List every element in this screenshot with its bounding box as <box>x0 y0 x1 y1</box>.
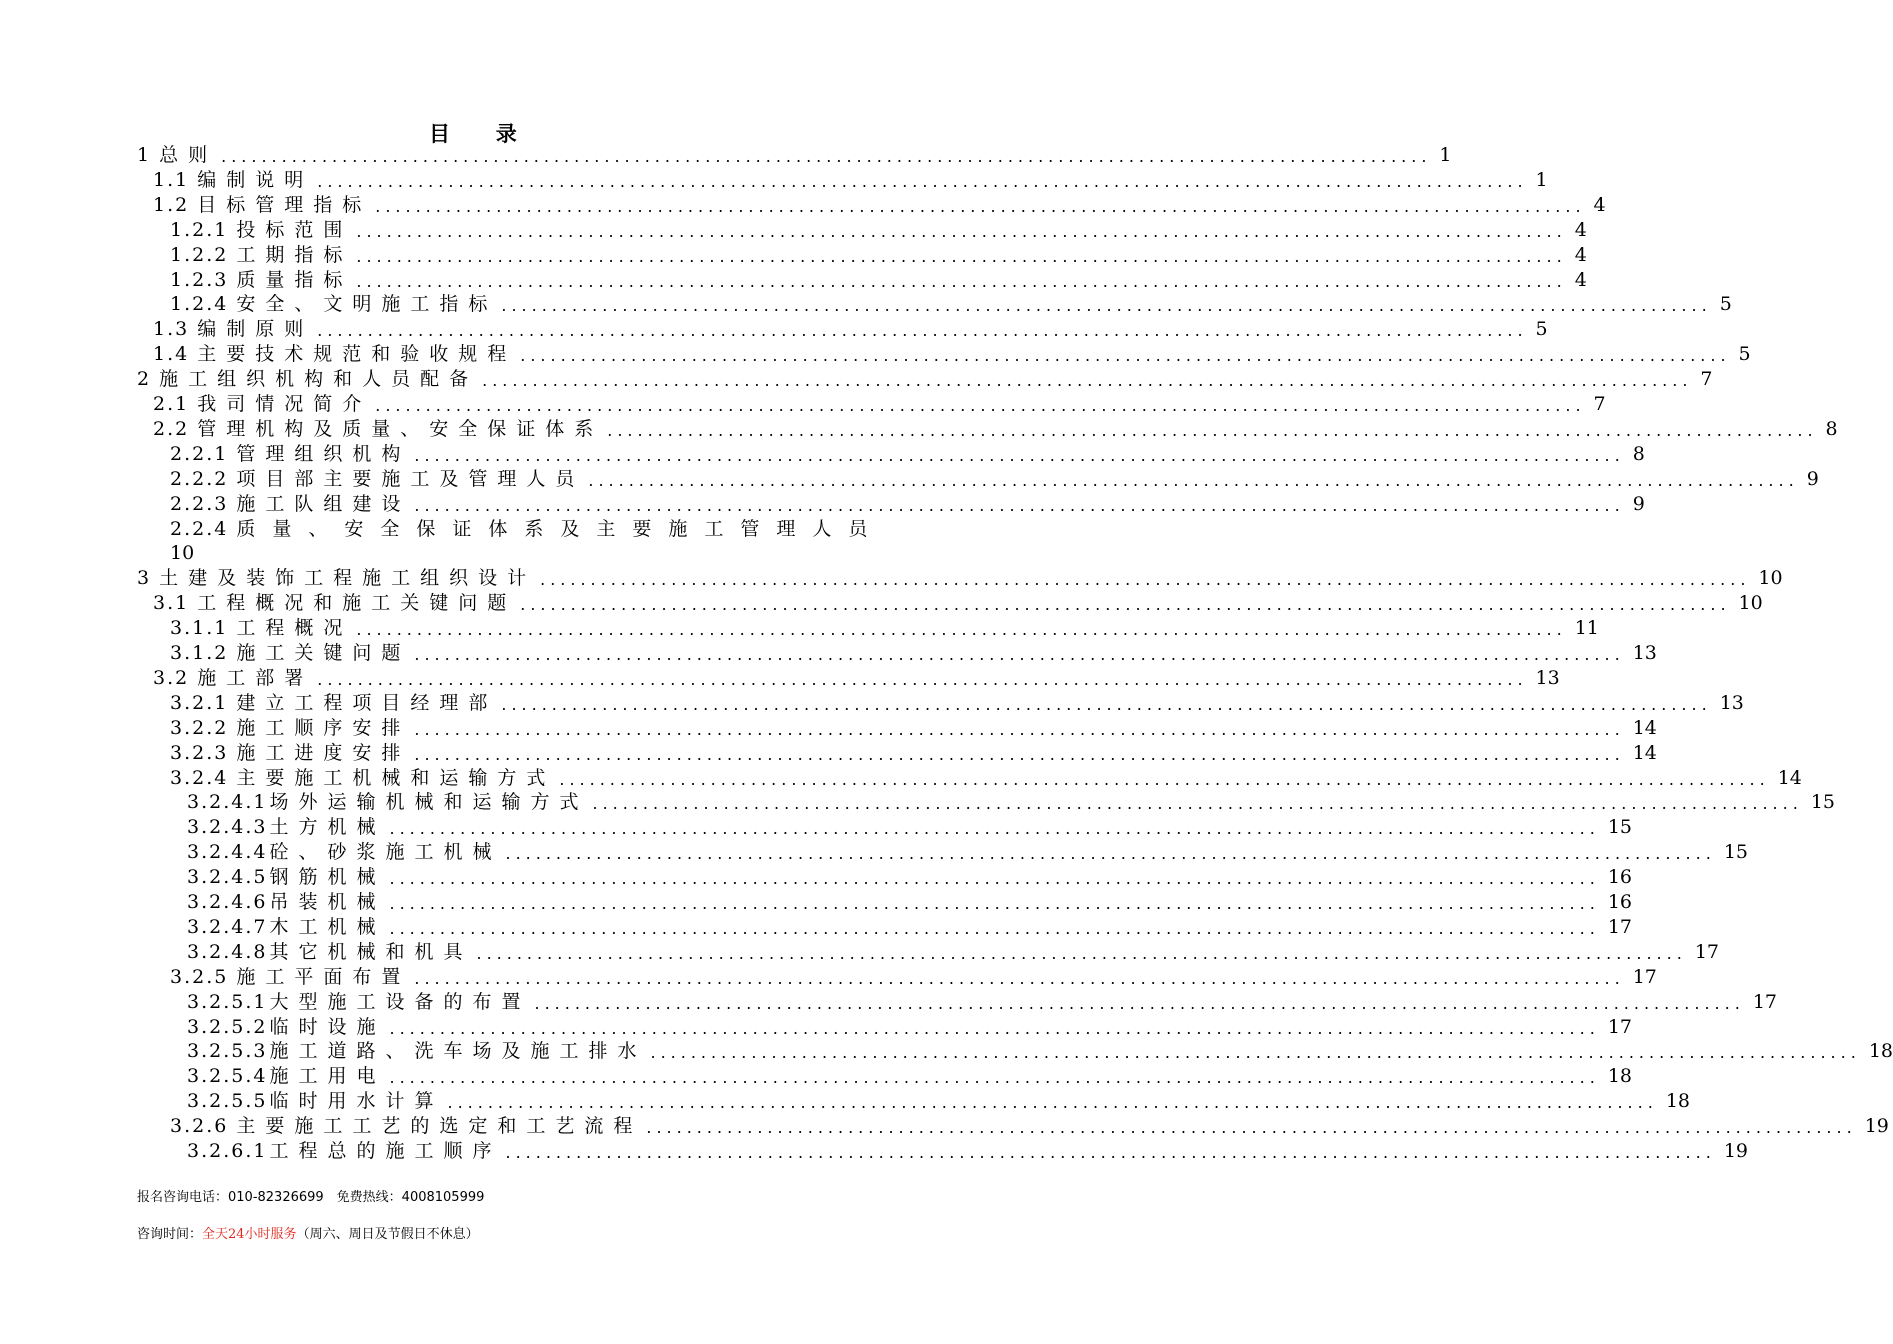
toc-entry-label: 管理机构及质量、安全保证体系 <box>197 417 604 440</box>
toc-entry-page: 8 <box>1632 442 1645 465</box>
toc-entry[interactable] <box>137 566 1783 591</box>
toc-entry-label: 砼、砂浆施工机械 <box>269 841 502 864</box>
toc-leader-dots: ........................................................................................................................ <box>505 844 1716 864</box>
toc-entry-label: 场外运输机械和运输方式 <box>269 791 589 814</box>
toc-entry-number: 3.2.5.4 <box>187 1065 268 1088</box>
toc-entry[interactable] <box>187 1089 1690 1114</box>
toc-entry-label: 目标管理指标 <box>197 193 372 216</box>
toc-entry-label: 主要施工机械和运输方式 <box>236 766 556 789</box>
toc-entry[interactable] <box>187 840 1748 865</box>
toc-entry-label: 管理组织机构 <box>236 442 411 465</box>
toc-entry-number: 3.1 <box>153 592 190 615</box>
toc-entry-label: 施工组织机构和人员配备 <box>159 368 479 391</box>
toc-entry-number: 3.2.3 <box>170 741 229 764</box>
toc-entry[interactable] <box>170 292 1732 317</box>
toc-entry-number: 3.2 <box>153 666 190 689</box>
toc-entry-page: 15 <box>1810 791 1835 814</box>
toc-entry-number: 2 <box>137 368 152 391</box>
toc-entry[interactable] <box>170 965 1657 990</box>
toc-entry[interactable] <box>187 815 1632 840</box>
toc-entry-page: 18 <box>1607 1065 1632 1088</box>
toc-entry-page: 17 <box>1607 915 1632 938</box>
toc-entry-page: 4 <box>1574 268 1587 291</box>
toc-entry-label: 施工顺序安排 <box>236 716 411 739</box>
toc-entry[interactable] <box>187 940 1719 965</box>
toc-entry-page: 16 <box>1607 866 1632 889</box>
footer-hours-label: 咨询时间： <box>137 1227 203 1242</box>
footer-hours <box>137 1223 479 1242</box>
toc-leader-dots: ........................................................................................................................ <box>389 1068 1600 1088</box>
toc-entry-page: 15 <box>1723 841 1748 864</box>
toc-entry[interactable] <box>153 417 1838 442</box>
toc-entry-number: 3.2.4.6 <box>187 891 268 913</box>
toc-entry-label: 投标范围 <box>236 218 353 241</box>
toc-leader-dots: ........................................................................................................................ <box>482 371 1693 391</box>
toc-entry-label: 施工用电 <box>269 1065 386 1088</box>
toc-entry-number: 3.2.4.8 <box>187 940 268 963</box>
toc-entry-page: 17 <box>1752 990 1777 1013</box>
toc-leader-dots: ........................................................................................................................ <box>317 669 1528 689</box>
toc-entry-label: 木工机械 <box>269 915 386 938</box>
toc-entry-page: 17 <box>1694 940 1719 963</box>
toc-entry-number: 1.1 <box>153 168 190 191</box>
toc-entry-number: 3.2.4.7 <box>187 915 268 938</box>
toc-entry-page: 10 <box>1738 592 1763 615</box>
toc-entry[interactable] <box>170 268 1587 293</box>
toc-leader-dots: ........................................................................................................................ <box>505 1143 1716 1162</box>
toc-leader-dots: ........................................................................................................................ <box>414 968 1625 988</box>
toc-entry[interactable] <box>187 1015 1632 1040</box>
toc-entry-label: 主要施工工艺的选定和工艺流程 <box>236 1115 643 1138</box>
toc-entry-number: 3.1.1 <box>170 617 229 640</box>
toc-entry-number: 3.2.5 <box>170 965 229 988</box>
toc-entry-page: 18 <box>1665 1090 1690 1113</box>
toc-entry-page: 10 <box>1758 567 1783 590</box>
toc-title: 目 录 <box>429 122 521 146</box>
toc-leader-dots: ........................................................................................................................ <box>540 570 1751 590</box>
toc-entry[interactable] <box>153 392 1606 417</box>
toc-entry[interactable] <box>153 193 1606 218</box>
toc-entry-label: 施工部署 <box>197 666 314 689</box>
toc-entry-page: 4 <box>1574 243 1587 266</box>
toc-entry-number: 2.2 <box>153 417 190 440</box>
toc-leader-dots: ........................................................................................................................ <box>520 346 1731 366</box>
toc-leader-dots: ........................................................................................................................ <box>389 869 1600 889</box>
toc-entry-label: 建立工程项目经理部 <box>236 691 498 714</box>
toc-entry[interactable] <box>153 342 1751 367</box>
toc-leader-dots: ........................................................................................................................ <box>414 744 1625 764</box>
toc-entry[interactable] <box>187 1139 1748 1164</box>
toc-entry[interactable] <box>170 641 1657 666</box>
toc-entry[interactable] <box>187 890 1632 915</box>
toc-entry-number: 1.2.3 <box>170 268 229 291</box>
toc-leader-dots: ........................................................................................................................ <box>317 171 1528 191</box>
toc-entry[interactable] <box>170 616 1599 641</box>
toc-entry-label: 编制说明 <box>197 168 314 191</box>
toc-entry-page: 4 <box>1574 218 1587 241</box>
toc-entry-label: 其它机械和机具 <box>269 940 473 963</box>
toc-entry-number: 3.2.4.1 <box>187 791 268 814</box>
toc-entry-number: 3.2.2 <box>170 716 229 739</box>
toc-entry[interactable] <box>153 168 1548 193</box>
toc-leader-dots: ........................................................................................................................ <box>389 1018 1600 1038</box>
toc-leader-dots: ........................................................................................................................ <box>221 147 1432 166</box>
toc-leader-dots: ........................................................................................................................ <box>414 495 1625 515</box>
toc-entry-page: 5 <box>1719 293 1732 316</box>
toc-entry-label: 吊装机械 <box>269 891 386 913</box>
toc-leader-dots: ........................................................................................................................ <box>414 719 1625 739</box>
toc-entry-page: 7 <box>1593 393 1606 415</box>
toc-entry-number: 1.3 <box>153 318 190 341</box>
toc-leader-dots: ........................................................................................................................ <box>375 396 1586 415</box>
toc-entry[interactable] <box>170 766 1802 791</box>
toc-entry-label: 钢筋机械 <box>269 866 386 889</box>
toc-entry-label: 工程总的施工顺序 <box>269 1140 502 1162</box>
toc-entry[interactable] <box>187 865 1632 890</box>
toc-entry-page: 17 <box>1607 1015 1632 1038</box>
toc-entry[interactable] <box>187 990 1777 1015</box>
toc-entry-number: 3.2.4 <box>170 766 229 789</box>
toc-entry-page: 1 <box>1439 144 1452 166</box>
toc-entry-label: 土方机械 <box>269 816 386 839</box>
toc-entry-label: 施工平面布置 <box>236 965 411 988</box>
toc-entry[interactable] <box>170 243 1587 268</box>
toc-entry-page: 14 <box>1632 741 1657 764</box>
toc-entry-page: 9 <box>1806 467 1819 490</box>
toc-leader-dots: ........................................................................................................................ <box>607 420 1818 440</box>
toc-entry-number: 1 <box>137 144 152 166</box>
toc-leader-dots: ........................................................................................................................ <box>356 271 1567 291</box>
toc-entry-label: 质量、安全保证体系及主要施工管理人员 <box>236 517 885 540</box>
toc-leader-dots: ........................................................................................................................ <box>559 769 1770 789</box>
toc-entry-page: 13 <box>1535 666 1560 689</box>
toc-entry-number: 3 <box>137 567 152 590</box>
toc-entry-number: 2.2.3 <box>170 492 229 515</box>
toc-entry-label: 总则 <box>159 144 218 166</box>
toc-entry-number: 3.2.4.3 <box>187 816 268 839</box>
toc-entry[interactable] <box>137 367 1713 392</box>
toc-entry-page: 4 <box>1593 193 1606 216</box>
toc-entry[interactable] <box>153 666 1560 691</box>
toc-entry-page: 5 <box>1738 343 1751 366</box>
toc-leader-dots: ........................................................................................................................ <box>476 943 1687 963</box>
toc-entry[interactable] <box>187 915 1632 940</box>
toc-entry-label: 施工进度安排 <box>236 741 411 764</box>
toc-entry-number: 1.2 <box>153 193 190 216</box>
toc-entry-page: 19 <box>1864 1115 1889 1138</box>
toc-entry-number: 3.2.6 <box>170 1115 229 1138</box>
toc-entry[interactable] <box>170 741 1657 766</box>
footer-hours-highlight: 全天24小时服务 <box>202 1227 297 1242</box>
toc-entry-number: 3.2.4.5 <box>187 866 268 889</box>
toc-entry-label: 工程概况 <box>236 617 353 640</box>
toc-entry-number: 1.2.4 <box>170 293 229 316</box>
toc-leader-dots: ........................................................................................................................ <box>650 1043 1861 1063</box>
toc-entry-number: 3.2.5.1 <box>187 990 268 1013</box>
toc-leader-dots: ........................................................................................................................ <box>375 196 1586 216</box>
toc-leader-dots: ........................................................................................................................ <box>592 794 1803 814</box>
toc-entry-page: 8 <box>1825 417 1838 440</box>
toc-entry-number: 3.2.4.4 <box>187 841 268 864</box>
toc-entry-page: 10 <box>170 542 195 565</box>
toc-entry-page: 7 <box>1700 368 1713 391</box>
toc-entry-label: 质量指标 <box>236 268 353 291</box>
toc-entry[interactable] <box>170 517 885 542</box>
toc-entry-number: 3.2.6.1 <box>187 1140 268 1162</box>
toc-entry[interactable] <box>187 1039 1893 1064</box>
toc-leader-dots: ........................................................................................................................ <box>356 221 1567 241</box>
toc-leader-dots: ........................................................................................................................ <box>389 894 1600 913</box>
toc-entry-page: 14 <box>1777 766 1802 789</box>
toc-entry-number: 1.2.1 <box>170 218 229 241</box>
toc-entry[interactable] <box>170 691 1744 716</box>
toc-leader-dots: ........................................................................................................................ <box>501 694 1712 714</box>
toc-entry-page: 1 <box>1535 168 1548 191</box>
toc-leader-dots: ........................................................................................................................ <box>447 1093 1658 1113</box>
toc-entry-number: 2.2.1 <box>170 442 229 465</box>
toc-entry[interactable] <box>170 467 1819 492</box>
toc-entry[interactable] <box>170 218 1587 243</box>
toc-entry-number: 3.2.1 <box>170 691 229 714</box>
toc-entry-number: 2.1 <box>153 393 190 415</box>
toc-entry[interactable] <box>170 1114 1889 1139</box>
toc-leader-dots: ........................................................................................................................ <box>414 645 1625 664</box>
toc-leader-dots: ........................................................................................................................ <box>588 470 1799 490</box>
toc-entry[interactable] <box>153 317 1548 342</box>
toc-entry-page: 16 <box>1607 891 1632 913</box>
toc-entry-number: 2.2.4 <box>170 517 229 540</box>
toc-entry-page: 5 <box>1535 318 1548 341</box>
toc-leader-dots: ........................................................................................................................ <box>356 246 1567 266</box>
toc-leader-dots: ........................................................................................................................ <box>389 918 1600 938</box>
toc-entry-number: 1.4 <box>153 343 190 366</box>
toc-entry-number: 3.1.2 <box>170 642 229 664</box>
toc-entry-page: 13 <box>1719 691 1744 714</box>
toc-leader-dots: ........................................................................................................................ <box>534 993 1745 1013</box>
toc-entry-page: 19 <box>1723 1140 1748 1162</box>
toc-leader-dots: ........................................................................................................................ <box>389 819 1600 839</box>
toc-entry[interactable] <box>187 790 1835 815</box>
toc-entry-label: 临时用水计算 <box>269 1090 444 1113</box>
toc-leader-dots: ........................................................................................................................ <box>317 321 1528 341</box>
toc-entry-continuation <box>170 541 194 566</box>
toc-entry-label: 临时设施 <box>269 1015 386 1038</box>
toc-entry-page: 9 <box>1632 492 1645 515</box>
toc-entry-label: 土建及装饰工程施工组织设计 <box>159 567 537 590</box>
toc-entry-label: 施工队组建设 <box>236 492 411 515</box>
toc-leader-dots: ........................................................................................................................ <box>501 296 1712 316</box>
toc-entry-label: 主要技术规范和验收规程 <box>197 343 517 366</box>
toc-leader-dots: ........................................................................................................................ <box>356 620 1567 640</box>
toc-entry-page: 14 <box>1632 716 1657 739</box>
toc-entry-number: 3.2.5.5 <box>187 1090 268 1113</box>
toc-entry[interactable] <box>187 1064 1632 1089</box>
toc-entry[interactable] <box>170 492 1645 517</box>
toc-entry-number: 3.2.5.3 <box>187 1040 268 1063</box>
toc-entry[interactable] <box>137 143 1452 168</box>
toc-entry-number: 1.2.2 <box>170 243 229 266</box>
toc-entry[interactable] <box>170 442 1645 467</box>
footer-hours-note: （周六、周日及节假日不休息） <box>296 1227 479 1242</box>
toc-entry-page: 18 <box>1868 1040 1893 1063</box>
toc-entry-label: 安全、文明施工指标 <box>236 293 498 316</box>
toc-entry-page: 11 <box>1574 617 1599 640</box>
toc-entry-label: 施工关键问题 <box>236 642 411 664</box>
toc-entry-label: 施工道路、洗车场及施工排水 <box>269 1040 647 1063</box>
toc-entry-page: 13 <box>1632 642 1657 664</box>
toc-entry-label: 工程概况和施工关键问题 <box>197 592 517 615</box>
toc-leader-dots: ........................................................................................................................ <box>646 1118 1857 1138</box>
toc-entry-label: 工期指标 <box>236 243 353 266</box>
toc-leader-dots: ........................................................................................................................ <box>520 595 1731 615</box>
toc-entry[interactable] <box>153 591 1763 616</box>
footer-phone: 报名咨询电话：010-82326699 免费热线：4008105999 <box>137 1190 485 1205</box>
toc-entry-label: 项目部主要施工及管理人员 <box>236 467 585 490</box>
toc-entry[interactable] <box>170 716 1657 741</box>
toc-entry-number: 3.2.5.2 <box>187 1015 268 1038</box>
toc-entry-label: 编制原则 <box>197 318 314 341</box>
toc-leader-dots: ........................................................................................................................ <box>414 445 1625 465</box>
toc-entry-label: 我司情况简介 <box>197 393 372 415</box>
toc-entry-label: 大型施工设备的布置 <box>269 990 531 1013</box>
toc-entry-number: 2.2.2 <box>170 467 229 490</box>
toc-entry-page: 17 <box>1632 965 1657 988</box>
toc-entry-page: 15 <box>1607 816 1632 839</box>
